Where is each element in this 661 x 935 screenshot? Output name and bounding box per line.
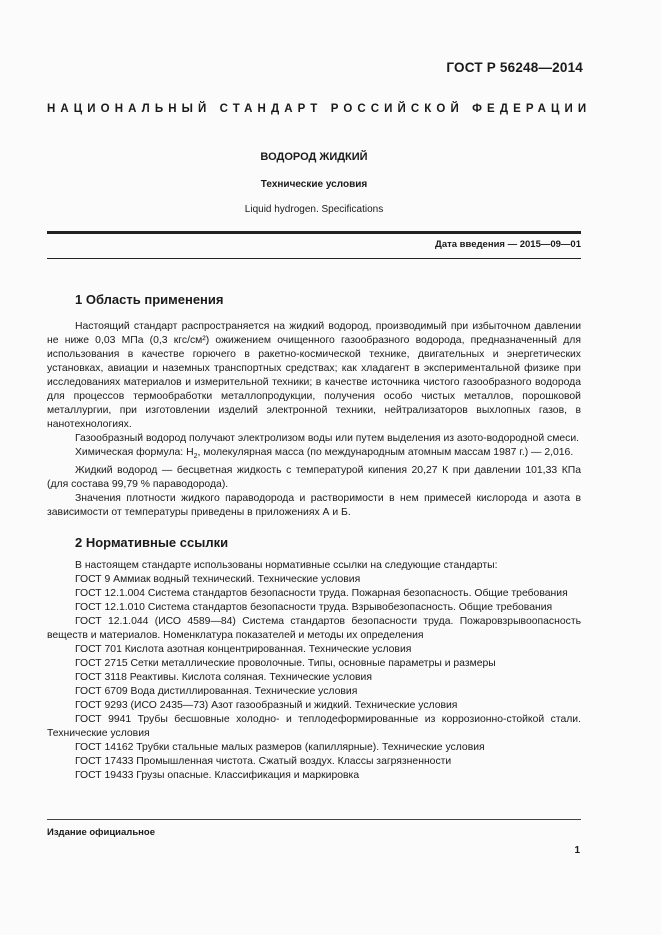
paragraph: Жидкий водород — бесцветная жидкость с температурой кипения 20,27 К при давлении 101,33 КПа (для состава 99,79 % параводорода). <box>47 465 581 491</box>
reference-item: ГОСТ 12.1.044 (ИСО 4589—84) Система стандартов безопасности труда. Пожаровзрывоопасность веществ и материалов. Номенклатура показателей и методы их определения <box>47 616 581 641</box>
section-1-heading: 1 Область применения <box>75 292 224 307</box>
date-rule <box>47 258 581 259</box>
title-rule-thick <box>47 231 581 234</box>
document-code: ГОСТ Р 56248—2014 <box>446 60 583 75</box>
reference-item: ГОСТ 6709 Вода дистиллированная. Технические условия <box>75 686 358 697</box>
paragraph: В настоящем стандарте использованы нормативные ссылки на следующие стандарты: <box>75 560 498 571</box>
reference-item: ГОСТ 19433 Грузы опасные. Классификация и маркировка <box>75 770 360 781</box>
section-2-heading: 2 Нормативные ссылки <box>75 535 229 550</box>
reference-item: ГОСТ 17433 Промышленная чистота. Сжатый воздух. Классы загрязненности <box>75 756 452 767</box>
formula-subscript: 2 <box>193 453 198 461</box>
page-number: 1 <box>574 845 580 856</box>
reference-item: ГОСТ 14162 Трубки стальные малых размеров (капиллярные). Технические условия <box>75 742 485 753</box>
document-title: ВОДОРОД ЖИДКИЙ <box>260 151 368 163</box>
paragraph: Газообразный водород получают электролизом воды или путем выделения из азото-водородной смеси. <box>75 433 580 444</box>
edition-label: Издание официальное <box>47 827 155 838</box>
reference-item: ГОСТ 9941 Трубы бесшовные холодно- и теплодеформированные из коррозионно-стойкой стали. Технические условия <box>47 714 581 739</box>
paragraph-formula <box>47 446 581 464</box>
reference-item: ГОСТ 9293 (ИСО 2435—73) Азот газообразный и жидкий. Технические условия <box>75 700 458 711</box>
document-subtitle: Технические условия <box>260 179 368 190</box>
reference-item: ГОСТ 2715 Сетки металлические проволочные. Типы, основные параметры и размеры <box>75 658 496 669</box>
english-title: Liquid hydrogen. Specifications <box>244 204 384 215</box>
reference-item: ГОСТ 12.1.010 Система стандартов безопасности труда. Взрывобезопасность. Общие требования <box>75 602 553 613</box>
section-1-body <box>47 320 581 520</box>
national-standard-banner: НАЦИОНАЛЬНЫЙ СТАНДАРТ РОССИЙСКОЙ ФЕДЕРАЦИИ <box>47 103 592 115</box>
reference-item: ГОСТ 701 Кислота азотная концентрированная. Технические условия <box>75 644 412 655</box>
formula-prefix: Химическая формула: H <box>75 447 194 458</box>
reference-item: ГОСТ 3118 Реактивы. Кислота соляная. Технические условия <box>75 672 372 683</box>
reference-item: ГОСТ 9 Аммиак водный технический. Технические условия <box>75 574 361 585</box>
effective-date: Дата введения — 2015—09—01 <box>435 239 581 250</box>
section-2-body <box>47 559 581 783</box>
paragraph: Настоящий стандарт распространяется на жидкий водород, производимый при избыточном давлении не ниже 0,03 МПа (0,3 кгс/см²) ожижением очищенного газообразного водорода, предназначенный для использования в качестве горючего в ракетно-космической технике, двигательных и энергетических установках, авиации и наземных транспортных средствах; как хладагент в экспериментальной физике при исследованиях материалов и измерительной техники; в качестве источника чистого газообразного водорода для процессов термообработки металлопродукции, получения особо чистых металлов, порошковой металлургии, при изготовлении изделий электронной техники, нейтрализаторов выхлопных газов, в нанотехнологиях. <box>47 321 581 430</box>
formula-suffix: , молекулярная масса (по международным атомным массам 1987 г.) — 2,016. <box>197 447 574 458</box>
reference-item: ГОСТ 12.1.004 Система стандартов безопасности труда. Пожарная безопасность. Общие требования <box>75 588 568 599</box>
footer-rule <box>47 819 581 820</box>
paragraph: Значения плотности жидкого параводорода и растворимости в нем примесей кислорода и азота в зависимости от температуры приведены в приложениях А и Б. <box>47 493 581 519</box>
